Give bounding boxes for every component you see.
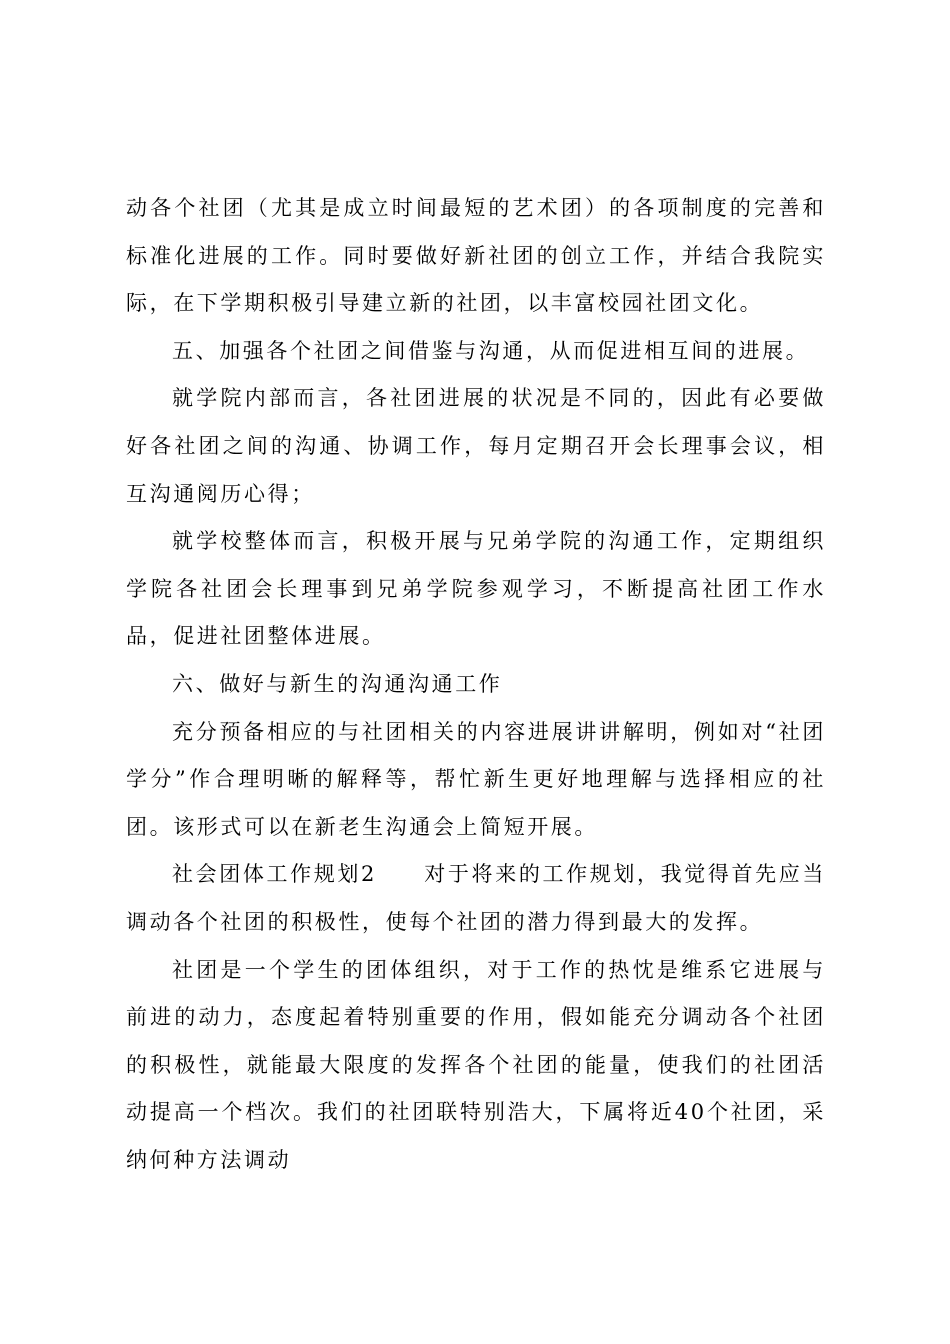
section-heading-five: 五、加强各个社团之间借鉴与沟通，从而促进相互间的进展。 [172,338,810,363]
paragraph-continued: 动各个社团（尤其是成立时间最短的艺术团）的各项制度的完善和标准化进展的工作。同时要做好新社团的创立工作，并结合我院实际，在下学期积极引导建立新的社团，以丰富校园社团文化。 [126,196,826,316]
body-text [126,185,826,1184]
paragraph-freshmen: 充分预备相应的与社团相关的内容进展讲讲解明，例如对“社团学分”作合理明晰的解释等，帮忙新生更好地理解与选择相应的社团。该形式可以在新老生沟通会上简短开展。 [126,719,826,839]
paragraph-club-organization: 社团是一个学生的团体组织，对于工作的热忱是维系它进展与前进的动力，态度起着特别重要的作用，假如能充分调动各个社团的积极性，就能最大限度的发挥各个社团的能量，使我们的社团活动提高一个档次。我们的社团联特别浩大，下属将近40个社团，采纳何种方法调动 [126,957,826,1172]
section-heading-six: 六、做好与新生的沟通沟通工作 [172,671,503,696]
paragraph-school: 就学校整体而言，积极开展与兄弟学院的沟通工作，定期组织学院各社团会长理事到兄弟学院参观学习，不断提高社团工作水品，促进社团整体进展。 [126,529,826,649]
paragraph-internal: 就学院内部而言，各社团进展的状况是不同的，因此有必要做好各社团之间的沟通、协调工作，每月定期召开会长理事会议，相互沟通阅历心得； [126,386,826,506]
paragraph-plan-2: 社会团体工作规划2 对于将来的工作规划，我觉得首先应当调动各个社团的积极性，使每个社团的潜力得到最大的发挥。 [126,862,826,934]
